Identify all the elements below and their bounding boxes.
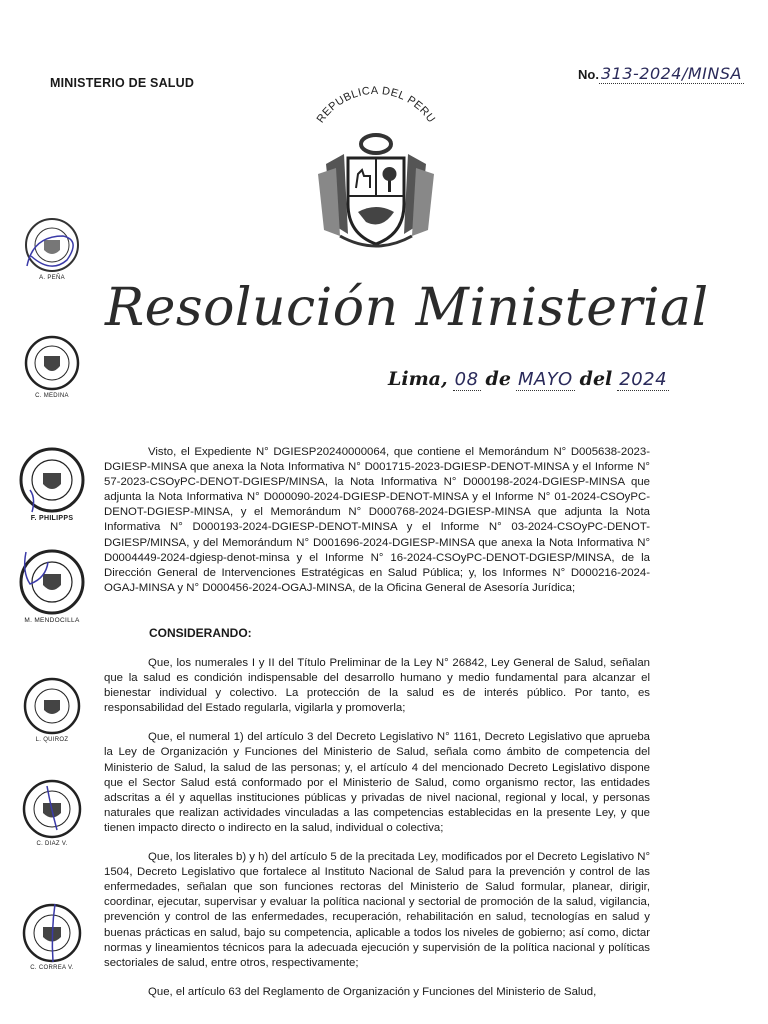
approval-stamp — [12, 676, 92, 743]
document-title: Resolución Ministerial — [105, 278, 709, 338]
date-month: MAYO — [517, 369, 573, 390]
approval-stamp — [12, 548, 92, 624]
considerando-paragraph: Que, el numeral 1) del artículo 3 del Decreto Legislativo N° 1161, Decreto Legislativo que aprueba la Ley de Organización y Funciones del Ministerio de Salud, señala como ámbito de competencia del Ministerio de Salud, la salud de las personas; y, el artículo 4 del mencionado Decreto Legislativo dispone que el Sector Salud está conformado por el Ministerio de Salud, como organismo rector, las entidades adscritas a él y aquellas instituciones públicas y privadas de nivel nacional, regional y local, y personas naturales que realizan actividades vinculadas a las competencias establecidas en la presente Ley, y que tienen impacto directo o indirecto en la salud, individual o colectiva; — [104, 731, 650, 834]
considerando-paragraph: Que, los literales b) y h) del artículo 5 de la precitada Ley, modificados por el Decreto Legislativo N° 1504, Decreto Legislativo que fortalece al Instituto Nacional de Salud para la prevención y control de las enfermedades, señalan que son funciones rectoras del Ministerio de Salud formular, planear, dirigir, coordinar, ejecutar, supervisar y evaluar la política nacional y sectorial de promoción de la salud, vigilancia, prevención y control de las enfermedades, recuperación, rehabilitación en salud, tecnologías en salud y buenas prácticas en salud, bajo su competencia, aplicable a todos los niveles de gobierno; así como, dictar normas y lineamientos técnicos para la adecuada ejecución y supervisión de la política nacional y políticas sectoriales de salud, entre otros, respectivamente; — [104, 851, 650, 969]
stamp-caption: A. PEÑA — [39, 275, 65, 281]
seal-icon — [22, 676, 82, 736]
stamp-caption: F. PHILIPPS — [30, 515, 74, 522]
dateline — [388, 368, 669, 390]
coat-of-arms-icon — [296, 84, 456, 259]
considerando-section — [104, 656, 650, 1014]
seal-icon — [18, 446, 86, 514]
national-crest — [296, 84, 456, 259]
visto-section — [104, 445, 650, 610]
considerando-paragraph: Que, el artículo 63 del Reglamento de Organización y Funciones del Ministerio de Salud, — [148, 985, 597, 998]
date-del: del — [579, 368, 613, 390]
approval-stamp — [12, 334, 92, 399]
stamp-caption: C. MEDINA — [35, 393, 69, 399]
considerando-paragraph: Que, los numerales I y II del Título Preliminar de la Ley N° 26842, Ley General de Salud, señalan que la salud es condición indispensable del desarrollo humano y medio fundamental para alcanzar el bienestar individual y colectivo. La protección de la salud es de interés público. Por tanto, es responsabilidad del Estado regularla, vigilarla y promoverla; — [104, 657, 650, 715]
stamp-caption: L. QUIROZ — [35, 737, 69, 743]
seal-icon — [23, 216, 81, 274]
date-de: de — [485, 368, 511, 390]
approval-stamp — [12, 446, 92, 522]
visto-paragraph: Visto, el Expediente N° DGIESP20240000064, que contiene el Memorándum N° D005638-2023-DGIESP-MINSA que anexa la Nota Informativa N° D001715-2023-DGIESP-DENOT-MINSA y el Informe N° 57-2023-CSOyPC-DENOT-DGIESP/MINSA, la Nota Informativa N° D000198-2024-DGIESP-MINSA que adjunta la Nota Informativa N° D000090-2024-DGIESP-DENOT-MINSA y el Informe N° 01-2024-CSOyPC-DENOT-DGIESP-MINSA, y el Memorándum N° D000768-2024-DGIESP-MINSA que adjunta la Nota Informativa N° D000193-2024-DGIESP-DENOT-MINSA y el Informe N° 03-2024-CSOyPC-DENOT-DGIESP/MINSA, y del Memorándum N° D001696-2024-DGIESP-MINSA que anexa la Nota Informativa N° D0004449-2024-dgiesp-denot-minsa y el Informe N° 16-2024-CSOyPC-DENOT-DGIESP/MINSA, de la Dirección General de Intervenciones Estratégicas en Salud Pública; y, los Informes N° D000216-2024-OGAJ-MINSA y N° D000456-2024-OGAJ-MINSA, de la Oficina General de Asesoría Jurídica; — [104, 446, 650, 594]
seal-icon — [21, 902, 83, 964]
ministry-name: MINISTERIO DE SALUD — [50, 76, 195, 90]
date-year: 2024 — [619, 369, 668, 390]
seal-icon — [23, 334, 81, 392]
date-day: 08 — [454, 369, 479, 390]
stamp-caption: C. DIAZ V. — [36, 841, 68, 847]
approval-stamp — [12, 778, 92, 847]
number-value: 313-2024/MINSA — [600, 64, 742, 83]
number-label: No. — [578, 67, 599, 82]
seal-icon — [21, 778, 83, 840]
stamp-caption: C. CORREA V. — [30, 965, 74, 971]
crest-motto: REPUBLICA DEL PERU — [314, 84, 438, 126]
resolution-number — [578, 64, 744, 83]
stamp-caption: M. MENDOCILLA — [24, 617, 80, 624]
seal-icon — [18, 548, 86, 616]
approval-stamp — [12, 216, 92, 281]
svg-text:REPUBLICA DEL PERU — [315, 85, 438, 126]
considerando-heading: CONSIDERANDO: — [149, 626, 252, 640]
approval-stamp — [12, 902, 92, 971]
date-city: Lima, — [388, 368, 448, 390]
